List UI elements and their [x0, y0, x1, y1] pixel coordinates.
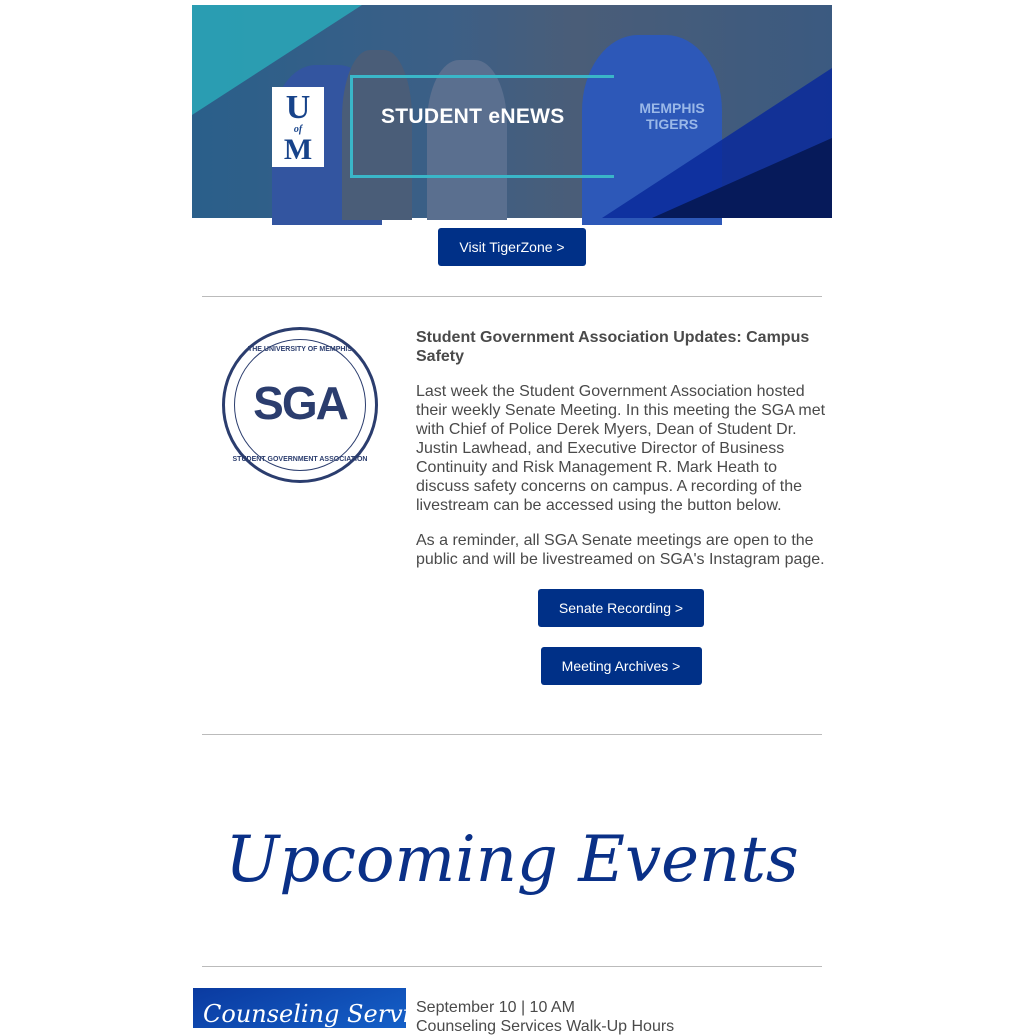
sga-article	[416, 328, 826, 685]
sga-paragraph-2: As a reminder, all SGA Senate meetings are open to the public and will be livestreamed on SGA's Instagram page.	[416, 532, 825, 568]
event-details	[416, 998, 826, 1036]
sga-title: Student Government Association Updates: Campus Safety	[416, 329, 810, 365]
divider	[202, 734, 822, 735]
senate-recording-button[interactable]: Senate Recording >	[538, 589, 704, 627]
header-banner	[192, 5, 832, 218]
divider	[202, 966, 822, 967]
event-image[interactable]: Counseling Services	[193, 988, 406, 1028]
event-date: September 10 | 10 AM	[416, 999, 575, 1016]
shirt-text: MEMPHIS TIGERS	[639, 100, 705, 132]
meeting-archives-button[interactable]: Meeting Archives >	[541, 647, 702, 685]
visit-tigerzone-button[interactable]: Visit TigerZone >	[438, 228, 586, 266]
banner-title: STUDENT eNEWS	[381, 105, 565, 128]
sga-logo: THE UNIVERSITY OF MEMPHIS SGA STUDENT GOVERNMENT ASSOCIATION	[222, 327, 378, 483]
divider	[202, 296, 822, 297]
sga-paragraph-1: Last week the Student Government Association hosted their weekly Senate Meeting. In this meeting the SGA met with Chief of Police Derek Myers, Dean of Student Dr. Justin Lawhead, and Executive Director of Business Continuity and Risk Management R. Mark Heath to discuss safety concerns on campus. A recording of the livestream can be accessed using the button below.	[416, 383, 826, 514]
university-logo: U of M	[272, 87, 324, 167]
upcoming-events-heading: Upcoming Events	[225, 823, 799, 897]
event-title[interactable]: Counseling Services Walk-Up Hours	[416, 1018, 675, 1035]
